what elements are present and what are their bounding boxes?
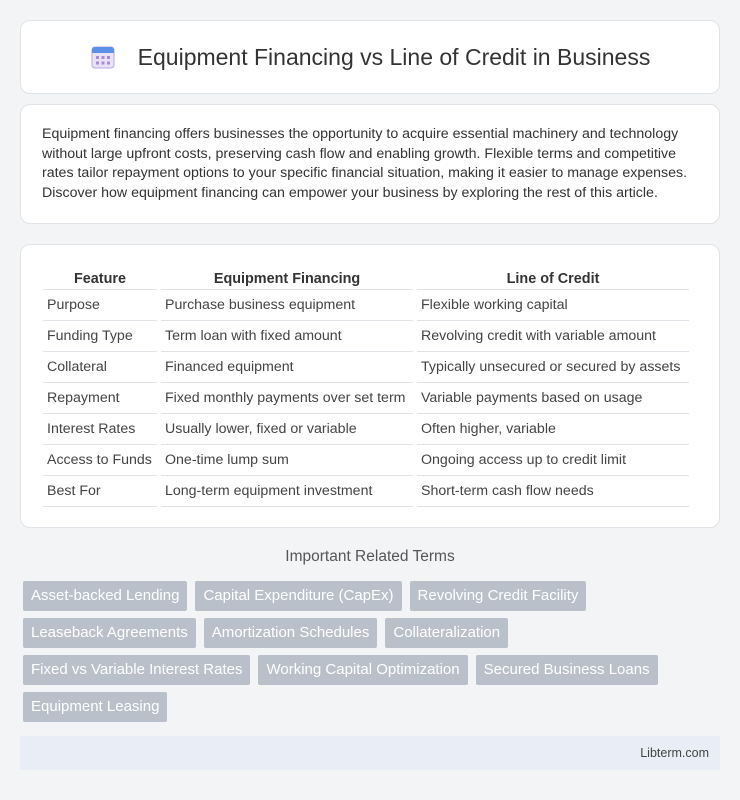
table-cell: Often higher, variable bbox=[417, 414, 689, 445]
table-cell: Typically unsecured or secured by assets bbox=[417, 352, 689, 383]
calendar-icon bbox=[90, 44, 116, 70]
related-term-tag[interactable]: Working Capital Optimization bbox=[258, 655, 467, 685]
related-term-tag[interactable]: Revolving Credit Facility bbox=[410, 581, 587, 611]
table-cell: Short-term cash flow needs bbox=[417, 476, 689, 507]
comparison-table-card bbox=[20, 244, 720, 528]
table-header-row bbox=[43, 265, 689, 290]
related-term-tag[interactable]: Leaseback Agreements bbox=[23, 618, 196, 648]
related-term-tag[interactable]: Amortization Schedules bbox=[204, 618, 378, 648]
table-row bbox=[43, 383, 689, 414]
table-cell: Variable payments based on usage bbox=[417, 383, 689, 414]
comparison-table bbox=[39, 265, 693, 507]
table-cell: One-time lump sum bbox=[161, 445, 413, 476]
table-cell: Flexible working capital bbox=[417, 290, 689, 321]
table-cell: Fixed monthly payments over set term bbox=[161, 383, 413, 414]
table-cell: Financed equipment bbox=[161, 352, 413, 383]
table-cell: Usually lower, fixed or variable bbox=[161, 414, 413, 445]
table-cell: Interest Rates bbox=[43, 414, 157, 445]
footer-site-link[interactable]: Libterm.com bbox=[640, 746, 709, 760]
table-cell: Best For bbox=[43, 476, 157, 507]
table-cell: Purpose bbox=[43, 290, 157, 321]
header-card bbox=[20, 20, 720, 94]
page-title: Equipment Financing vs Line of Credit in Business bbox=[137, 43, 651, 70]
table-row bbox=[43, 445, 689, 476]
table-cell: Funding Type bbox=[43, 321, 157, 352]
table-cell: Long-term equipment investment bbox=[161, 476, 413, 507]
column-header-line-of-credit: Line of Credit bbox=[417, 265, 689, 290]
table-row bbox=[43, 290, 689, 321]
column-header-feature: Feature bbox=[43, 265, 157, 290]
table-row bbox=[43, 476, 689, 507]
table-cell: Ongoing access up to credit limit bbox=[417, 445, 689, 476]
related-term-tag[interactable]: Collateralization bbox=[385, 618, 508, 648]
intro-text: Equipment financing offers businesses the opportunity to acquire essential machinery and technology without large upfront costs, preserving cash flow and enabling growth. Flexible terms and competitive rates tailor repayment options to your specific financial situation, making it easier to manage expenses. Discover how equipment financing can empower your business by exploring the rest of this article. bbox=[42, 126, 688, 201]
table-cell: Repayment bbox=[43, 383, 157, 414]
table-cell: Revolving credit with variable amount bbox=[417, 321, 689, 352]
table-row bbox=[43, 321, 689, 352]
table-cell: Access to Funds bbox=[43, 445, 157, 476]
related-term-tag[interactable]: Fixed vs Variable Interest Rates bbox=[23, 655, 250, 685]
table-cell: Collateral bbox=[43, 352, 157, 383]
related-term-tag[interactable]: Asset-backed Lending bbox=[23, 581, 187, 611]
intro-card bbox=[20, 104, 720, 224]
footer bbox=[20, 736, 720, 770]
related-term-tag[interactable]: Capital Expenditure (CapEx) bbox=[195, 581, 401, 611]
table-cell: Term loan with fixed amount bbox=[161, 321, 413, 352]
related-terms-title: Important Related Terms bbox=[285, 548, 455, 565]
related-terms-list bbox=[23, 581, 713, 722]
table-row bbox=[43, 352, 689, 383]
related-term-tag[interactable]: Equipment Leasing bbox=[23, 692, 167, 722]
table-cell: Purchase business equipment bbox=[161, 290, 413, 321]
column-header-equipment-financing: Equipment Financing bbox=[161, 265, 413, 290]
table-row bbox=[43, 414, 689, 445]
related-term-tag[interactable]: Secured Business Loans bbox=[476, 655, 658, 685]
